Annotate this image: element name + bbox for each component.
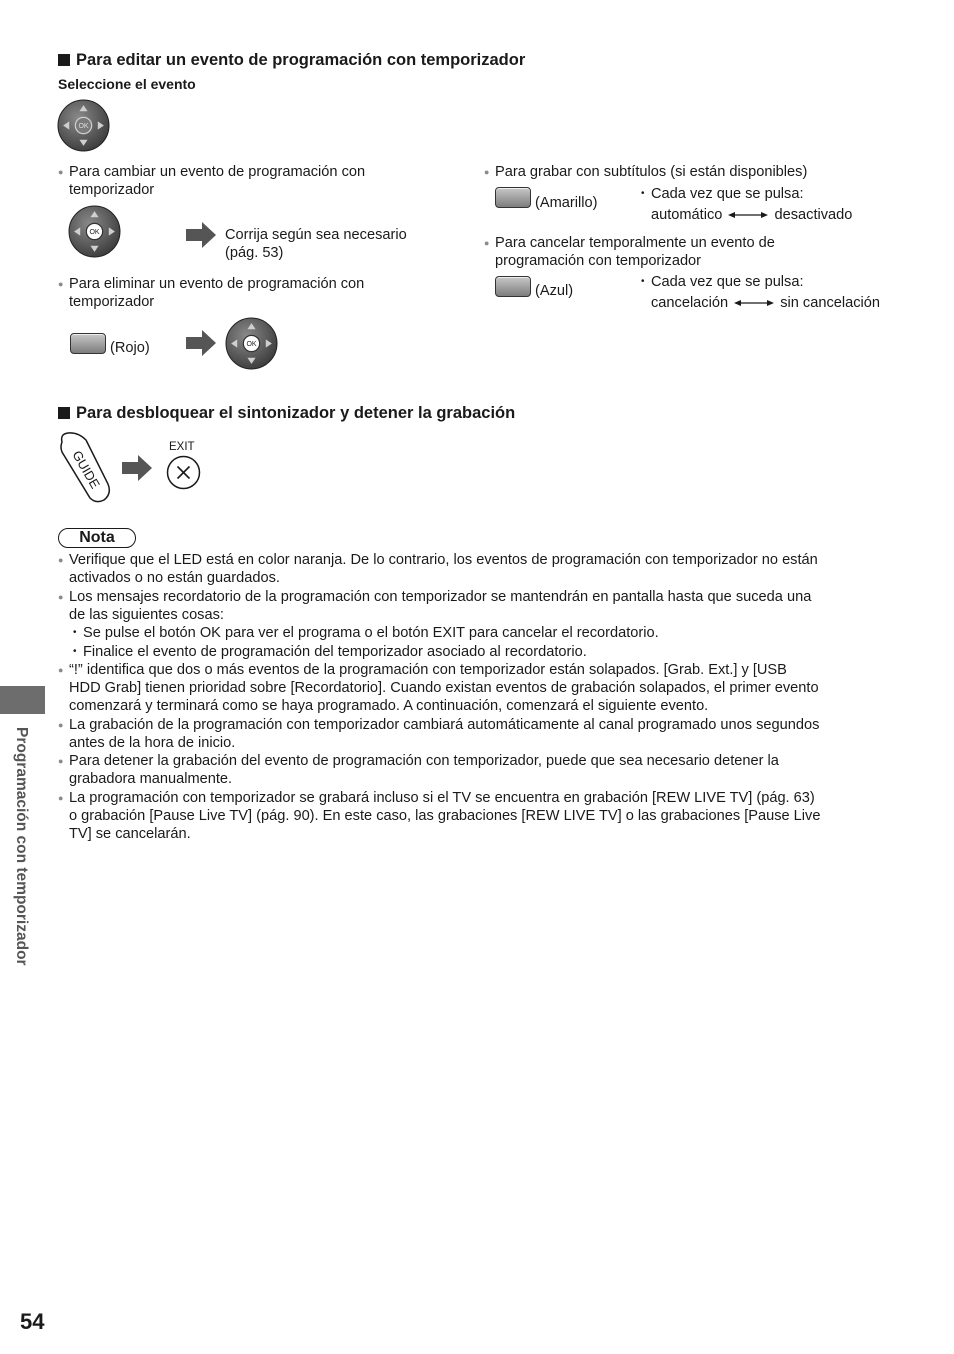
svg-text:GUIDE: GUIDE [69,448,103,492]
square-bullet-icon [58,54,70,66]
page-number: 54 [20,1309,45,1334]
subtitles-item: ● Para grabar con subtítulos (si están disponibles) [484,164,808,180]
red-button[interactable] [70,333,106,354]
svg-text:OK: OK [78,123,89,130]
nota-item: ● La grabación de la programación con temporizador cambiará automáticamente al canal programado unos segundos antes de la hora de inicio. [58,717,820,752]
double-arrow-icon [734,299,774,307]
arrow-right-icon [122,455,152,481]
svg-text:OK: OK [246,341,257,348]
subheading-select-event: Seleccione el evento [58,76,196,92]
arrow-right-icon [186,222,216,248]
nota-item: ● Para detener la grabación del evento de programación con temporizador, puede que sea necesario detener la grabadora manualmente. [58,753,779,788]
nota-item: ● Verifique que el LED está en color naranja. De lo contrario, los eventos de programación con temporizador no están activados o no están guardados. [58,552,818,587]
change-event-item: ● Para cambiar un evento de programación con temporizador [58,164,366,199]
blue-label: (Azul) [535,283,574,299]
sidebar-tab [0,686,45,714]
yellow-button[interactable] [495,187,531,208]
double-arrow-icon [728,211,768,219]
square-bullet-icon [58,407,70,419]
nota-item: ● “!” identifica que dos o más eventos de la programación con temporizador están solapados. [Grab. Ext.] y [USB HDD Grab] tienen prioridad sobre [Recordatorio]. Cuando existan eventos de grabación solapados, el primer evento comenzará y terminará como se haya programado. A continuación, comenzará el siguiente evento. [58,662,819,715]
correct-text: Corrija según sea necesario (pág. 53) [225,227,407,262]
exit-button-icon[interactable] [166,455,201,490]
red-label: (Rojo) [110,340,150,356]
delete-event-item: ● Para eliminar un evento de programación con temporizador [58,276,365,311]
section-heading-unlock: Para desbloquear el sintonizador y detener la grabación [58,403,515,423]
yellow-label: (Amarillo) [535,195,598,211]
cancel-event-item: ● Para cancelar temporalmente un evento de programación con temporizador [484,235,775,270]
dpad-ok-icon [68,205,121,258]
nota-label: Nota [58,528,136,548]
blue-button[interactable] [495,276,531,297]
guide-button-icon[interactable] [56,430,112,506]
exit-label: EXIT [169,441,195,453]
sidebar-label: Programación con temporizador [13,727,30,966]
nota-subitem: • Se pulse el botón OK para ver el programa o el botón EXIT para cancelar el recordatorio. [73,625,659,641]
yellow-toggle-text: automático desactivado [651,207,853,223]
dpad-ok-icon [57,99,110,152]
dpad-ok-icon [225,317,278,370]
svg-text:OK: OK [89,229,100,236]
nota-subitem: • Finalice el evento de programación del temporizador asociado al recordatorio. [73,644,587,660]
nota-item: ● La programación con temporizador se grabará incluso si el TV se encuentra en grabación [REW LIVE TV] (pág. 63) o grabación [Pause Live TV] (pág. 90). En este caso, las grabaciones [REW LIVE TV] o las grabaciones [Pause Live TV] se cancelarán. [58,790,821,843]
blue-note: • Cada vez que se pulsa: [641,274,804,290]
yellow-note: • Cada vez que se pulsa: [641,186,804,202]
section-heading-edit: Para editar un evento de programación con temporizador [58,50,525,70]
nota-item: ● Los mensajes recordatorio de la programación con temporizador se mantendrán en pantalla hasta que suceda una de las siguientes cosas: [58,589,812,624]
arrow-right-icon [186,330,216,356]
blue-toggle-text: cancelación sin cancelación [651,295,880,311]
